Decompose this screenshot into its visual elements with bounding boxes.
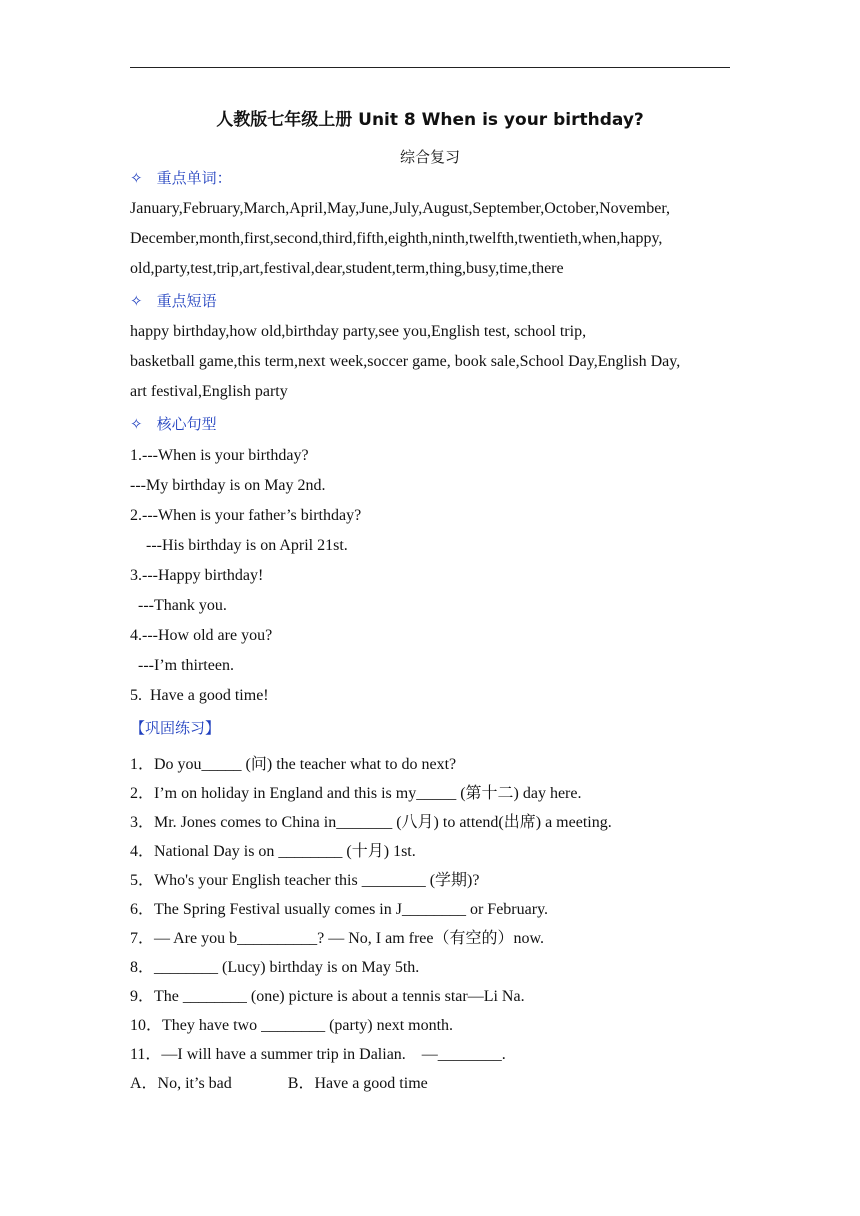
practice-item: 7．— Are you b__________? — No, I am free（有空的）now. [130,930,545,947]
practice-options: A．No, it’s bad B．Have a good time [130,1075,428,1092]
practice-item: 2．I’m on holiday in England and this is my_____ (第十二) day here. [130,785,582,802]
sentence-line: 4.---How old are you? [130,627,273,644]
page-subtitle: 综合复习 [399,148,460,166]
sentence-line: 2.---When is your father’s birthday? [130,507,362,524]
words-line: January,February,March,April,May,June,July,August,September,October,November, [130,200,671,217]
words-line: old,party,test,trip,art,festival,dear,student,term,thing,busy,time,there [130,260,564,277]
practice-item: 9．The ________ (one) picture is about a tennis star—Li Na. [130,988,525,1005]
section-key-phrases [130,290,217,311]
phrases-line: happy birthday,how old,birthday party,see you,English test, school trip, [130,323,587,340]
sentence-line: ---Thank you. [130,597,227,614]
phrases-line: basketball game,this term,next week,soccer game, book sale,School Day,English Day, [130,353,681,370]
section-heading: 核心句型 [156,415,217,433]
sentence-line: 1.---When is your birthday? [130,447,309,464]
practice-heading: 【巩固练习】 [130,719,221,737]
section-core-sentences [130,413,217,434]
sentence-line: ---I’m thirteen. [130,657,234,674]
star-bullet-icon: ✧ [130,169,143,187]
page-title: 人教版七年级上册 Unit 8 When is your birthday? [216,110,644,130]
practice-item: 5．Who's your English teacher this ________ (学期)? [130,872,480,889]
practice-item: 11．—I will have a summer trip in Dalian. —________. [130,1046,506,1063]
practice-item: 4．National Day is on ________ (十月) 1st. [130,843,416,860]
sentence-line: 3.---Happy birthday! [130,567,264,584]
section-key-words [130,167,232,188]
star-bullet-icon: ✧ [130,292,143,310]
practice-item: 3．Mr. Jones comes to China in_______ (八月) to attend(出席) a meeting. [130,814,612,831]
practice-item: 10．They have two ________ (party) next month. [130,1017,454,1034]
sentence-line: ---His birthday is on April 21st. [130,537,348,554]
sentence-line: ---My birthday is on May 2nd. [130,477,326,494]
practice-item: 6．The Spring Festival usually comes in J________ or February. [130,901,549,918]
star-bullet-icon: ✧ [130,415,143,433]
header-rule [130,67,730,68]
words-line: December,month,first,second,third,fifth,eighth,ninth,twelfth,twentieth,when,happy, [130,230,663,247]
section-heading: 重点短语 [156,292,217,310]
phrases-line: art festival,English party [130,383,288,400]
practice-item: 8．________ (Lucy) birthday is on May 5th. [130,959,420,976]
section-heading: 重点单词： [156,169,232,187]
sentence-line: 5. Have a good time! [130,687,269,704]
practice-item: 1．Do you_____ (问) the teacher what to do next? [130,756,457,773]
